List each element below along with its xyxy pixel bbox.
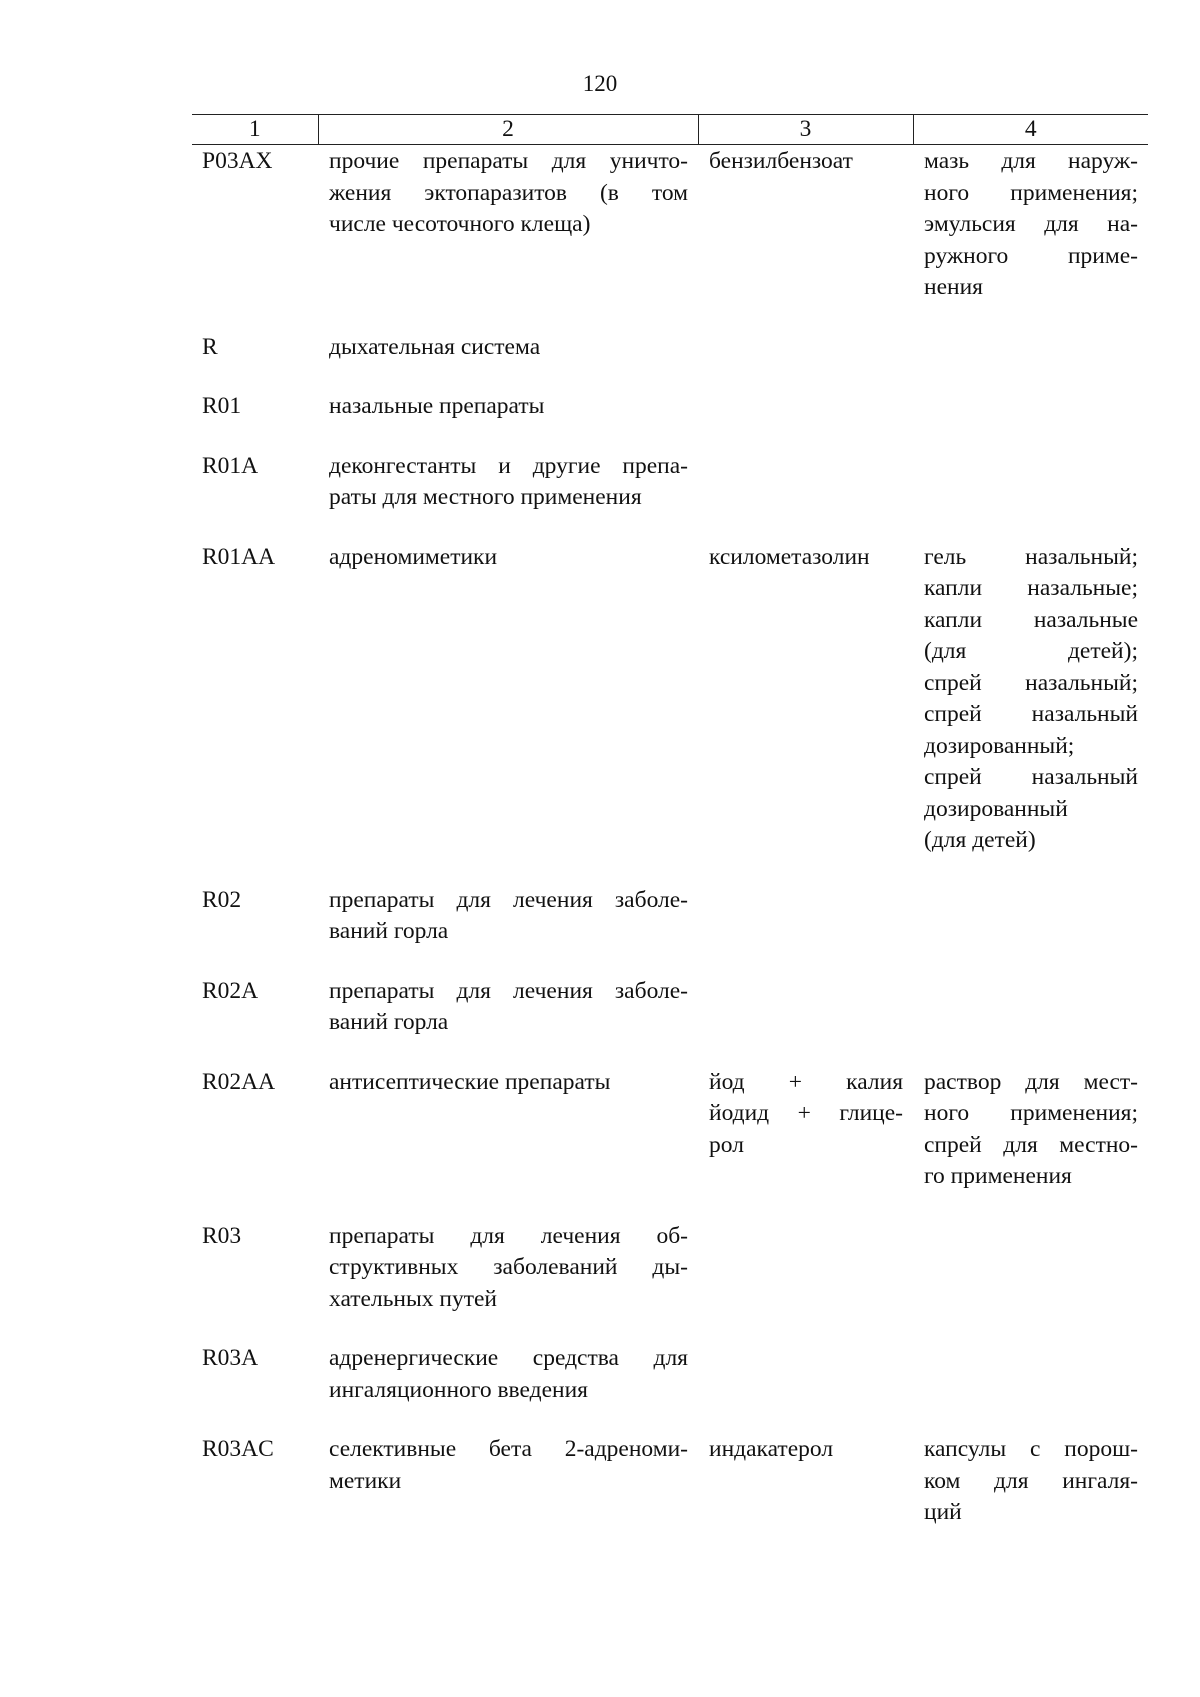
group-name-line: препараты для лечения об- [329,1222,688,1249]
group-name-cell [318,391,698,451]
dosage-forms-line: (для детей); [924,638,1138,664]
dosage-forms-line: ного применения; [924,1100,1138,1126]
table-row [192,332,1148,392]
drug-name-cell [698,451,913,542]
dosage-forms-line: спрей назальный [924,701,1138,727]
dosage-forms-cell [913,145,1148,332]
dosage-forms-line: мазь для наруж- [924,148,1138,174]
drug-table [192,114,1148,1557]
dosage-forms-line: эмульсия для на- [924,211,1138,237]
drug-name-cell [698,1221,913,1344]
column-header-3: 3 [698,115,913,145]
group-name-line: препараты для лечения заболе- [329,886,688,913]
drug-name-line: рол [709,1131,744,1158]
dosage-forms-cell [913,885,1148,976]
table-row [192,1067,1148,1221]
atc-code-cell: P03AX [202,148,273,174]
group-name-line: метики [329,1467,402,1494]
atc-code-cell: R02 [202,886,242,913]
group-name-line: препараты для лечения заболе- [329,977,688,1004]
dosage-forms-cell [913,1221,1148,1344]
table-row [192,976,1148,1067]
dosage-forms-line: спрей для местно- [924,1131,1138,1158]
table-row [192,1343,1148,1434]
dosage-forms-line: капли назальные; [924,575,1138,601]
dosage-forms-line: раствор для мест- [924,1068,1138,1095]
dosage-forms-line: дозированный [924,795,1068,822]
dosage-forms-line: го применения [924,1163,1072,1189]
drug-name-line: йод + калия [709,1068,903,1095]
drug-name-cell [698,1343,913,1434]
dosage-forms-cell [913,1434,1148,1557]
drug-name-cell [698,885,913,976]
drug-name-line: бензилбензоат [709,148,853,174]
group-name-line: числе чесоточного клеща) [329,211,591,237]
table-row [192,1221,1148,1344]
table-row [192,451,1148,542]
group-name-line: адреномиметики [329,543,498,570]
drug-name-cell [698,391,913,451]
group-name-cell [318,1434,698,1557]
group-name-cell [318,1221,698,1344]
dosage-forms-cell [913,1343,1148,1434]
dosage-forms-line: капсулы с порош- [924,1436,1138,1462]
atc-code-cell: R03AC [202,1436,274,1462]
dosage-forms-line: ружного приме- [924,242,1138,269]
group-name-cell [318,1343,698,1434]
table-body [192,145,1148,1557]
group-name-line: хательных путей [329,1285,497,1312]
dosage-forms-line: спрей назальный; [924,669,1138,696]
group-name-line: ваний горла [329,1009,449,1035]
group-name-line: антисептические препараты [329,1068,611,1095]
drug-name-line: индакатерол [709,1436,834,1462]
column-header-1: 1 [192,115,318,145]
table-header-row [192,115,1148,145]
atc-code-cell: R03A [202,1345,259,1371]
group-name-line: ингаляционного введения [329,1376,588,1403]
group-name-cell [318,451,698,542]
group-name-line: дыхательная система [329,333,541,360]
dosage-forms-cell [913,542,1148,885]
dosage-forms-cell [913,451,1148,542]
dosage-forms-line: ком для ингаля- [924,1467,1138,1494]
page-number: 120 [582,71,618,96]
atc-code-cell: R01 [202,393,242,419]
group-name-line: жения эктопаразитов (в том [329,179,688,206]
atc-code-cell: R03 [202,1222,242,1249]
table-row [192,1434,1148,1557]
dosage-forms-line: (для детей) [924,827,1036,853]
group-name-cell [318,332,698,392]
dosage-forms-line: нения [924,274,983,300]
dosage-forms-cell [913,332,1148,392]
dosage-forms-line: ций [924,1499,962,1525]
atc-code-cell: R01A [202,452,259,479]
drug-name-cell [698,332,913,392]
group-name-line: деконгестанты и другие препа- [329,452,688,479]
group-name-line: адренергические средства для [329,1345,688,1371]
drug-name-line: ксилометазолин [709,543,870,570]
atc-code-cell: R02A [202,977,259,1004]
atc-code-cell: R01AA [202,543,276,570]
dosage-forms-line: гель назальный; [924,543,1138,570]
group-name-cell [318,885,698,976]
dosage-forms-line: ного применения; [924,179,1138,206]
table-row [192,145,1148,332]
dosage-forms-line: спрей назальный [924,764,1138,790]
table-row [192,391,1148,451]
drug-name-cell [698,145,913,332]
group-name-cell [318,976,698,1067]
column-header-4: 4 [913,115,1148,145]
dosage-forms-line: дозированный; [924,732,1075,759]
drug-name-cell [698,976,913,1067]
dosage-forms-line: капли назальные [924,606,1138,633]
atc-code-cell: R02AA [202,1068,276,1095]
group-name-line: назальные препараты [329,393,545,419]
drug-name-cell [698,542,913,885]
group-name-line: ваний горла [329,918,449,944]
drug-name-cell [698,1067,913,1221]
group-name-cell [318,542,698,885]
column-header-2: 2 [318,115,698,145]
dosage-forms-cell [913,976,1148,1067]
drug-name-cell [698,1434,913,1557]
drug-name-line: йодид + глице- [709,1100,903,1126]
dosage-forms-cell [913,1067,1148,1221]
group-name-line: селективные бета 2-адреноми- [329,1436,688,1462]
atc-code-cell: R [202,333,218,360]
group-name-line: структивных заболеваний ды- [329,1254,688,1280]
group-name-cell [318,145,698,332]
table-row [192,885,1148,976]
dosage-forms-cell [913,391,1148,451]
table-row [192,542,1148,885]
group-name-cell [318,1067,698,1221]
group-name-line: раты для местного применения [329,484,642,510]
group-name-line: прочие препараты для уничто- [329,148,688,174]
